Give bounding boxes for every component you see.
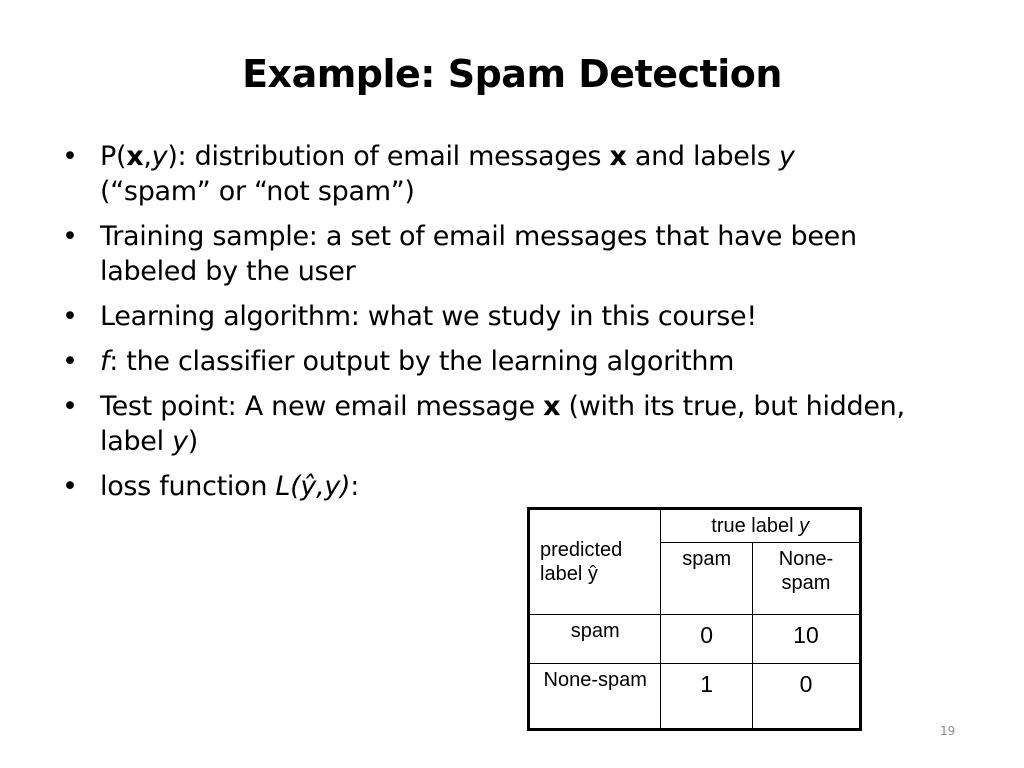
row-label-none-spam: None-spam (529, 664, 661, 730)
table-cell: 1 (661, 664, 753, 730)
predicted-label-header: predicted label ŷ (529, 509, 661, 615)
bullet-point-icon: • (62, 471, 78, 502)
bullet-list (62, 139, 922, 514)
loss-table (527, 507, 862, 731)
table-cell: 10 (752, 615, 860, 664)
bullet-point-icon: • (62, 346, 78, 377)
table-row (529, 664, 861, 730)
bullet-item-test-point (62, 389, 922, 459)
bullet-text: Training sample: a set of email messages that have been labeled by the user (100, 221, 857, 287)
bullet-point-icon: • (62, 301, 78, 332)
bullet-text: Test point: A new email message x (with its true, but hidden, label y) (100, 391, 905, 457)
bullet-text: P(x,y): distribution of email messages x and labels y (“spam” or “not spam”) (100, 141, 795, 207)
bullet-item-distribution (62, 139, 922, 209)
col-header-spam: spam (661, 543, 753, 615)
bullet-point-icon: • (62, 141, 78, 172)
table-cell: 0 (661, 615, 753, 664)
bullet-item-learning-algorithm (62, 299, 922, 334)
bullet-point-icon: • (62, 221, 78, 252)
bullet-item-loss-function (62, 469, 922, 504)
row-label-spam: spam (529, 615, 661, 664)
col-header-none-spam: None-spam (752, 543, 860, 615)
bullet-item-classifier (62, 344, 922, 379)
bullet-text: Learning algorithm: what we study in this course! (100, 301, 757, 332)
slide-title: Example: Spam Detection (242, 52, 782, 96)
table-cell: 0 (752, 664, 860, 730)
bullet-point-icon: • (62, 391, 78, 422)
true-label-header: true label y (661, 509, 861, 543)
bullet-item-training-sample (62, 219, 922, 289)
table-row (529, 615, 861, 664)
bullet-text: f: the classifier output by the learning algorithm (100, 346, 735, 377)
bullet-text: loss function L(ŷ,y): (100, 471, 360, 502)
table-header-row (529, 509, 861, 543)
page-number: 19 (940, 724, 956, 738)
